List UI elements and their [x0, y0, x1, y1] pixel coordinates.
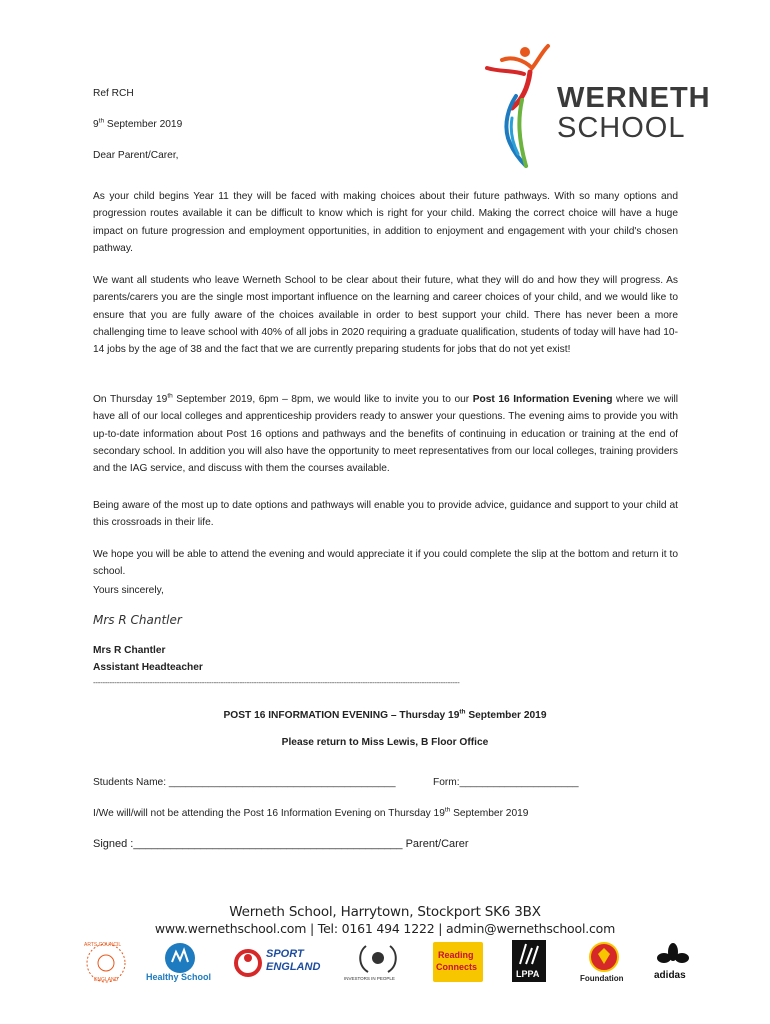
arts-council-logo: ARTS COUNCIL ENGLAND [80, 940, 132, 986]
mufc-foundation-logo: Foundation [578, 940, 630, 986]
attendance-statement[interactable]: I/We will/will not be attending the Post 16 Information Evening on Thursday 19th September 2019 [93, 806, 529, 819]
crest-icon [578, 940, 630, 974]
lppa-icon [512, 940, 546, 968]
paragraph-3: On Thursday 19th September 2019, 6pm – 8pm, we would like to invite you to our Post 16 Information Evening where we will have all of our local colleges and apprenticeship providers ready to answer your questions. The evening aims to provide you with up-to-date information about Post 16 options and pathways and the benefits of continuing in education or training at the end of secondary school. In addition you will also have the opportunity to meet representatives from our local colleges, training providers and the IAG service, and discuss with them the courses available. [93, 392, 678, 475]
sport-england-logo: SPORT ENGLAND [233, 940, 328, 986]
lppa-logo: LPPA [512, 940, 546, 982]
signatory-name: Mrs R Chantler [93, 645, 166, 656]
signatory-role: Assistant Headteacher [93, 662, 203, 673]
paragraph-4: Being aware of the most up to date options and pathways will enable you to provide advice, guidance and support to your child at this crossroads in their life. [93, 500, 678, 529]
cut-line: ----------------------------------------------------------------------------------------------------------------------------------------------------------- [93, 678, 460, 687]
school-logo [482, 38, 711, 173]
slip-title: POST 16 INFORMATION EVENING – Thursday 19th September 2019 [223, 708, 547, 721]
student-name-field[interactable]: Students Name: ________________________________________ [93, 777, 396, 788]
form-field[interactable]: Form:_____________________ [433, 777, 579, 788]
footer-address: Werneth School, Harrytown, Stockport SK6 3BX [229, 904, 541, 920]
reference: Ref RCH [93, 88, 134, 99]
paragraph-5: We hope you will be able to attend the evening and would appreciate it if you could complete the slip at the bottom and return it to school. [93, 549, 678, 578]
investors-in-people-logo: INVESTORS IN PEOPLE [342, 940, 414, 986]
event-name: Post 16 Information Evening [472, 394, 613, 406]
signature-field[interactable]: Signed :____________________________________________ Parent/Carer [93, 838, 469, 850]
partner-logos [80, 940, 700, 990]
letter-date: 9th September 2019 [93, 117, 183, 130]
paragraph-1: As your child begins Year 11 they will be faced with making choices about their future pathways. With so many options and progression routes available it can be difficult to know which is right for your child. Making the correct choice will have a huge impact on future progression and employment opportunities, in addition to enjoyment and engagement with your child's chosen pathway. [93, 191, 678, 255]
figure-logo-icon [482, 38, 562, 173]
footer-contact: www.wernethschool.com | Tel: 0161 494 1222 | admin@wernethschool.com [154, 921, 616, 936]
slip-return-instructions: Please return to Miss Lewis, B Floor Office [281, 737, 489, 748]
reading-connects-logo: Reading Connects [433, 942, 483, 982]
logo-line2: SCHOOL [557, 112, 686, 144]
healthy-school-logo: Healthy School [144, 940, 216, 986]
greeting: Dear Parent/Carer, [93, 150, 179, 161]
laurel-icon [342, 940, 414, 976]
paragraph-2: We want all students who leave Werneth School to be clear about their future, what they will do and how they will progress. As parents/carers you are the single most important influence on the learning and career choices of your child, and we would like to ensure that you are fully aware of the choices available in order to best support your child. There has never been a more challenging time to leave school with 40% of all jobs in 2020 requiring a graduate qualification, students of today will have had 10-14 jobs by the age of 38 and the fact that we are currently preparing students for jobs that do not yet exist! [93, 275, 678, 356]
trefoil-icon [650, 940, 696, 968]
sport-england-icon [233, 948, 263, 978]
logo-line1: WERNETH [557, 82, 711, 114]
adidas-logo: adidas [650, 940, 696, 986]
closing: Yours sincerely, [93, 585, 164, 596]
handwritten-signature: Mrs R Chantler [93, 613, 182, 627]
